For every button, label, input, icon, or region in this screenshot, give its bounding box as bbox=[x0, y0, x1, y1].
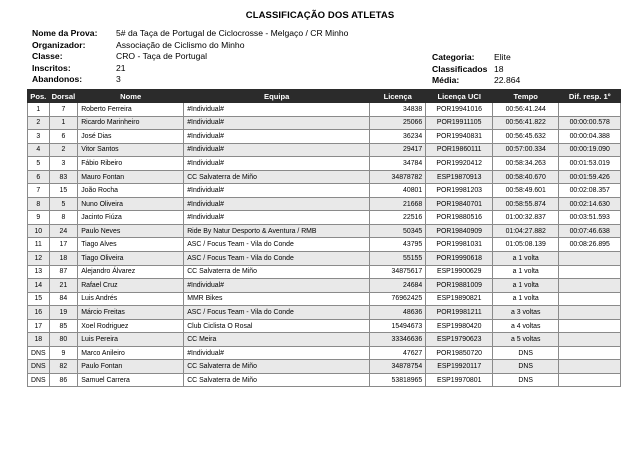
cell-gap bbox=[559, 279, 621, 293]
cell-license: 34878754 bbox=[370, 360, 426, 374]
cell-bib: 18 bbox=[49, 252, 78, 266]
cell-uci-license: POR19941016 bbox=[426, 103, 493, 117]
cell-license: 34838 bbox=[370, 103, 426, 117]
cell-uci-license: POR19840701 bbox=[426, 197, 493, 211]
cell-license: 21668 bbox=[370, 197, 426, 211]
cell-bib: 17 bbox=[49, 238, 78, 252]
cell-name: Mauro Fontan bbox=[78, 170, 184, 184]
cell-team: CC Salvaterra de Miño bbox=[184, 170, 370, 184]
cell-uci-license: ESP19920117 bbox=[426, 360, 493, 374]
col-header-gap: Dif. resp. 1º bbox=[559, 90, 621, 103]
cell-uci-license: POR19920412 bbox=[426, 157, 493, 171]
cell-uci-license: ESP19870913 bbox=[426, 170, 493, 184]
cell-position: 4 bbox=[28, 143, 50, 157]
cell-time: a 1 volta bbox=[493, 292, 559, 306]
cell-license: 36234 bbox=[370, 130, 426, 144]
cell-time: 01:05:08.139 bbox=[493, 238, 559, 252]
cell-time: 00:56:45.632 bbox=[493, 130, 559, 144]
cell-bib: 86 bbox=[49, 373, 78, 387]
cell-bib: 24 bbox=[49, 224, 78, 238]
info-value: CRO - Taça de Portugal bbox=[116, 51, 208, 61]
cell-gap bbox=[559, 292, 621, 306]
cell-bib: 3 bbox=[49, 157, 78, 171]
cell-gap bbox=[559, 346, 621, 360]
cell-bib: 83 bbox=[49, 170, 78, 184]
cell-team: #Individual# bbox=[184, 279, 370, 293]
cell-uci-license: POR19911105 bbox=[426, 116, 493, 130]
table-row bbox=[28, 184, 621, 198]
cell-time: a 1 volta bbox=[493, 265, 559, 279]
cell-uci-license: ESP19980420 bbox=[426, 319, 493, 333]
cell-time: 00:58:34.263 bbox=[493, 157, 559, 171]
cell-gap: 00:01:53.019 bbox=[559, 157, 621, 171]
cell-bib: 85 bbox=[49, 319, 78, 333]
cell-name: Vitor Santos bbox=[78, 143, 184, 157]
cell-team: CC Salvaterra de Miño bbox=[184, 360, 370, 374]
cell-uci-license: POR19880516 bbox=[426, 211, 493, 225]
cell-team: CC Salvaterra de Miño bbox=[184, 265, 370, 279]
cell-license: 29417 bbox=[370, 143, 426, 157]
cell-position: 14 bbox=[28, 279, 50, 293]
info-category bbox=[432, 52, 520, 64]
cell-uci-license: POR19840909 bbox=[426, 224, 493, 238]
cell-position: 5 bbox=[28, 157, 50, 171]
table-row bbox=[28, 373, 621, 387]
results-table bbox=[27, 89, 621, 387]
cell-bib: 80 bbox=[49, 333, 78, 347]
cell-position: 6 bbox=[28, 170, 50, 184]
race-info bbox=[32, 28, 348, 86]
cell-license: 40801 bbox=[370, 184, 426, 198]
info-label: Inscritos: bbox=[32, 62, 71, 73]
cell-time: a 4 voltas bbox=[493, 319, 559, 333]
info-value: 3 bbox=[116, 74, 121, 84]
cell-uci-license: POR19981203 bbox=[426, 184, 493, 198]
table-row bbox=[28, 157, 621, 171]
cell-bib: 5 bbox=[49, 197, 78, 211]
cell-team: ASC / Focus Team - Vila do Conde bbox=[184, 252, 370, 266]
cell-position: DNS bbox=[28, 360, 50, 374]
cell-license: 76962425 bbox=[370, 292, 426, 306]
cell-uci-license: POR19850720 bbox=[426, 346, 493, 360]
cell-position: 9 bbox=[28, 211, 50, 225]
cell-uci-license: ESP19970801 bbox=[426, 373, 493, 387]
cell-position: 11 bbox=[28, 238, 50, 252]
cell-license: 34784 bbox=[370, 157, 426, 171]
cell-name: João Rocha bbox=[78, 184, 184, 198]
cell-uci-license: POR19981031 bbox=[426, 238, 493, 252]
cell-license: 25066 bbox=[370, 116, 426, 130]
info-organizer bbox=[32, 40, 348, 52]
cell-license: 48636 bbox=[370, 306, 426, 320]
cell-position: 3 bbox=[28, 130, 50, 144]
info-value: 18 bbox=[494, 63, 504, 74]
cell-bib: 19 bbox=[49, 306, 78, 320]
cell-time: 00:58:40.670 bbox=[493, 170, 559, 184]
cell-time: 00:58:49.601 bbox=[493, 184, 559, 198]
info-label: Classe: bbox=[32, 51, 63, 61]
cell-bib: 82 bbox=[49, 360, 78, 374]
cell-name: Luis Pereira bbox=[78, 333, 184, 347]
cell-team: #Individual# bbox=[184, 211, 370, 225]
cell-team: ASC / Focus Team - Vila do Conde bbox=[184, 238, 370, 252]
col-header-bib: Dorsal bbox=[49, 90, 78, 103]
table-row bbox=[28, 116, 621, 130]
cell-position: 7 bbox=[28, 184, 50, 198]
cell-name: Marco Anileiro bbox=[78, 346, 184, 360]
cell-license: 53818965 bbox=[370, 373, 426, 387]
cell-name: Xoel Rodriguez bbox=[78, 319, 184, 333]
cell-gap bbox=[559, 360, 621, 374]
table-row bbox=[28, 306, 621, 320]
cell-team: #Individual# bbox=[184, 143, 370, 157]
cell-gap bbox=[559, 306, 621, 320]
table-row bbox=[28, 346, 621, 360]
cell-team: #Individual# bbox=[184, 197, 370, 211]
cell-name: Márcio Freitas bbox=[78, 306, 184, 320]
cell-team: #Individual# bbox=[184, 346, 370, 360]
cell-position: 2 bbox=[28, 116, 50, 130]
info-value: 22.864 bbox=[494, 75, 521, 85]
table-row bbox=[28, 130, 621, 144]
cell-gap: 00:01:59.426 bbox=[559, 170, 621, 184]
cell-team: #Individual# bbox=[184, 130, 370, 144]
info-label: Categoria: bbox=[432, 52, 475, 62]
info-label: Abandonos: bbox=[32, 74, 83, 84]
cell-time: 01:00:32.837 bbox=[493, 211, 559, 225]
info-value: 5# da Taça de Portugal de Ciclocrosse - Melgaço / CR Minho bbox=[116, 28, 349, 38]
cell-name: Luis Andrés bbox=[78, 292, 184, 306]
cell-position: 1 bbox=[28, 103, 50, 117]
cell-license: 15494673 bbox=[370, 319, 426, 333]
cell-bib: 2 bbox=[49, 143, 78, 157]
cell-name: Rafael Cruz bbox=[78, 279, 184, 293]
cell-name: Jacinto Fiúza bbox=[78, 211, 184, 225]
table-row bbox=[28, 170, 621, 184]
cell-uci-license: POR19860111 bbox=[426, 143, 493, 157]
cell-time: a 1 volta bbox=[493, 252, 559, 266]
cell-bib: 8 bbox=[49, 211, 78, 225]
cell-uci-license: POR19990618 bbox=[426, 252, 493, 266]
cell-gap: 00:00:00.578 bbox=[559, 116, 621, 130]
table-row bbox=[28, 143, 621, 157]
info-race-name bbox=[32, 28, 348, 40]
cell-team: CC Salvaterra de Miño bbox=[184, 373, 370, 387]
cell-position: 10 bbox=[28, 224, 50, 238]
table-row bbox=[28, 211, 621, 225]
cell-bib: 84 bbox=[49, 292, 78, 306]
cell-gap bbox=[559, 265, 621, 279]
cell-bib: 1 bbox=[49, 116, 78, 130]
cell-position: 18 bbox=[28, 333, 50, 347]
cell-bib: 6 bbox=[49, 130, 78, 144]
info-classified bbox=[432, 64, 520, 76]
cell-license: 33346636 bbox=[370, 333, 426, 347]
info-abandons bbox=[32, 74, 348, 86]
table-row bbox=[28, 360, 621, 374]
col-header-license: Licença bbox=[370, 90, 426, 103]
table-row bbox=[28, 279, 621, 293]
cell-team: CC Meira bbox=[184, 333, 370, 347]
col-header-time: Tempo bbox=[493, 90, 559, 103]
table-row bbox=[28, 197, 621, 211]
cell-uci-license: ESP19900629 bbox=[426, 265, 493, 279]
cell-name: Alejandro Álvarez bbox=[78, 265, 184, 279]
info-value: Elite bbox=[494, 52, 511, 62]
category-info bbox=[432, 52, 520, 87]
cell-uci-license: ESP19790623 bbox=[426, 333, 493, 347]
info-class bbox=[32, 51, 348, 63]
info-value: 21 bbox=[116, 62, 126, 73]
cell-license: 24684 bbox=[370, 279, 426, 293]
cell-gap: 00:03:51.593 bbox=[559, 211, 621, 225]
cell-gap bbox=[559, 373, 621, 387]
info-label: Nome da Prova: bbox=[32, 28, 98, 38]
table-row bbox=[28, 103, 621, 117]
cell-gap: 00:00:19.090 bbox=[559, 143, 621, 157]
col-header-name: Nome bbox=[78, 90, 184, 103]
cell-time: DNS bbox=[493, 346, 559, 360]
cell-position: 13 bbox=[28, 265, 50, 279]
cell-bib: 87 bbox=[49, 265, 78, 279]
cell-name: Ricardo Marinheiro bbox=[78, 116, 184, 130]
cell-position: 15 bbox=[28, 292, 50, 306]
cell-name: Nuno Oliveira bbox=[78, 197, 184, 211]
page-title: CLASSIFICAÇÃO DOS ATLETAS bbox=[245, 10, 395, 21]
info-average bbox=[432, 75, 520, 87]
cell-team: MMR Bikes bbox=[184, 292, 370, 306]
cell-team: Club Ciclista O Rosal bbox=[184, 319, 370, 333]
table-header-row bbox=[28, 90, 621, 103]
cell-time: a 3 voltas bbox=[493, 306, 559, 320]
cell-position: DNS bbox=[28, 373, 50, 387]
cell-uci-license: ESP19890821 bbox=[426, 292, 493, 306]
cell-bib: 21 bbox=[49, 279, 78, 293]
cell-name: José Dias bbox=[78, 130, 184, 144]
cell-gap: 00:08:26.895 bbox=[559, 238, 621, 252]
cell-name: Tiago Alves bbox=[78, 238, 184, 252]
cell-gap: 00:07:46.638 bbox=[559, 224, 621, 238]
col-header-team: Equipa bbox=[184, 90, 370, 103]
cell-gap: 00:02:08.357 bbox=[559, 184, 621, 198]
cell-name: Paulo Fontan bbox=[78, 360, 184, 374]
cell-team: #Individual# bbox=[184, 157, 370, 171]
col-header-position: Pos. bbox=[28, 90, 50, 103]
table-row bbox=[28, 333, 621, 347]
cell-time: DNS bbox=[493, 373, 559, 387]
table-row bbox=[28, 238, 621, 252]
cell-license: 34878782 bbox=[370, 170, 426, 184]
cell-time: 00:58:55.874 bbox=[493, 197, 559, 211]
table-row bbox=[28, 292, 621, 306]
cell-position: DNS bbox=[28, 346, 50, 360]
cell-position: 8 bbox=[28, 197, 50, 211]
cell-name: Roberto Ferreira bbox=[78, 103, 184, 117]
table-row bbox=[28, 252, 621, 266]
cell-gap bbox=[559, 252, 621, 266]
cell-bib: 15 bbox=[49, 184, 78, 198]
table-row bbox=[28, 319, 621, 333]
cell-bib: 7 bbox=[49, 103, 78, 117]
cell-license: 55155 bbox=[370, 252, 426, 266]
cell-name: Fábio Ribeiro bbox=[78, 157, 184, 171]
cell-time: 00:56:41.822 bbox=[493, 116, 559, 130]
cell-time: 01:04:27.882 bbox=[493, 224, 559, 238]
info-value: Associação de Ciclismo do Minho bbox=[116, 39, 245, 50]
cell-gap: 00:00:04.388 bbox=[559, 130, 621, 144]
cell-gap bbox=[559, 103, 621, 117]
cell-team: ASC / Focus Team - Vila do Conde bbox=[184, 306, 370, 320]
cell-uci-license: POR19940831 bbox=[426, 130, 493, 144]
col-header-uci-license: Licença UCI bbox=[426, 90, 493, 103]
info-registered bbox=[32, 63, 348, 75]
cell-team: #Individual# bbox=[184, 116, 370, 130]
cell-position: 16 bbox=[28, 306, 50, 320]
cell-gap: 00:02:14.630 bbox=[559, 197, 621, 211]
cell-gap bbox=[559, 319, 621, 333]
info-label: Organizador: bbox=[32, 39, 86, 50]
cell-name: Paulo Neves bbox=[78, 224, 184, 238]
cell-team: #Individual# bbox=[184, 103, 370, 117]
info-label: Classificados bbox=[432, 63, 488, 74]
cell-name: Tiago Oliveira bbox=[78, 252, 184, 266]
table-row bbox=[28, 265, 621, 279]
cell-time: a 1 volta bbox=[493, 279, 559, 293]
cell-license: 43795 bbox=[370, 238, 426, 252]
cell-time: DNS bbox=[493, 360, 559, 374]
cell-position: 17 bbox=[28, 319, 50, 333]
cell-license: 47627 bbox=[370, 346, 426, 360]
cell-team: Ride By Natur Desporto & Aventura / RMB bbox=[184, 224, 370, 238]
info-label: Média: bbox=[432, 75, 460, 85]
cell-bib: 9 bbox=[49, 346, 78, 360]
cell-uci-license: POR19881009 bbox=[426, 279, 493, 293]
cell-license: 50345 bbox=[370, 224, 426, 238]
cell-uci-license: POR19981211 bbox=[426, 306, 493, 320]
cell-license: 22516 bbox=[370, 211, 426, 225]
cell-time: 00:56:41.244 bbox=[493, 103, 559, 117]
cell-time: 00:57:00.334 bbox=[493, 143, 559, 157]
cell-name: Samuel Carrera bbox=[78, 373, 184, 387]
cell-team: #Individual# bbox=[184, 184, 370, 198]
cell-license: 34875617 bbox=[370, 265, 426, 279]
table-row bbox=[28, 224, 621, 238]
cell-position: 12 bbox=[28, 252, 50, 266]
cell-gap bbox=[559, 333, 621, 347]
cell-time: a 5 voltas bbox=[493, 333, 559, 347]
